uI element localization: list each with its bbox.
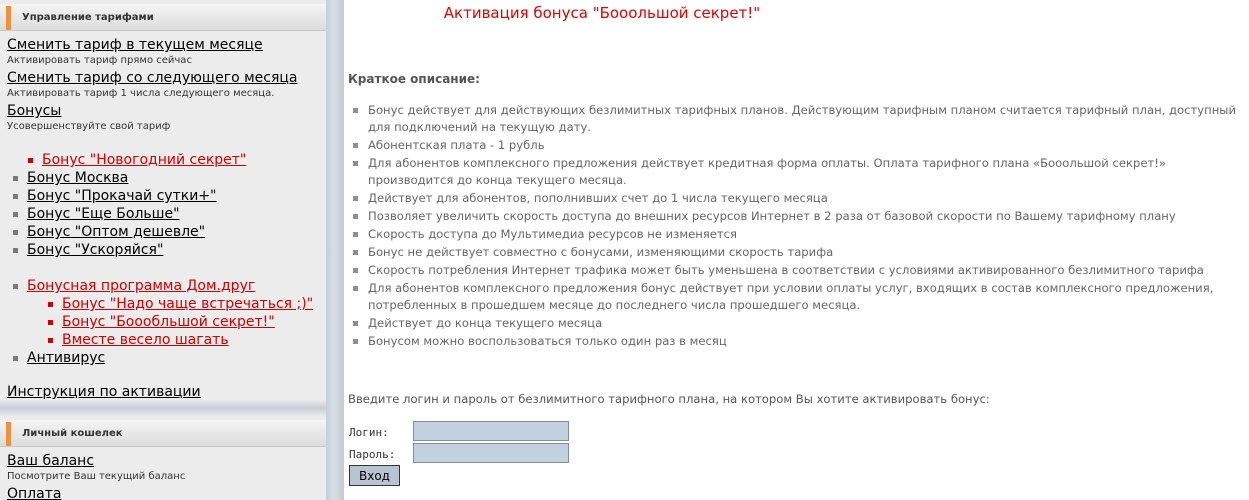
tariff-links <box>0 36 326 133</box>
activation-instructions-link[interactable]: Инструкция по активации <box>7 384 201 400</box>
bullet-icon <box>353 250 358 255</box>
main-content <box>348 0 1246 500</box>
bullet-icon <box>13 356 18 361</box>
login-input[interactable] <box>413 421 569 441</box>
bullet-icon <box>353 339 358 344</box>
list-item <box>0 349 326 367</box>
list-item <box>0 295 326 313</box>
list-item <box>0 223 326 241</box>
list-item <box>0 169 326 187</box>
description-heading: Краткое описание: <box>348 72 480 86</box>
bonus-list <box>0 151 326 367</box>
bullet-icon <box>353 268 358 273</box>
bonus-moscow-link[interactable]: Бонус Москва <box>27 170 129 186</box>
feature-text: Действует для абонентов, пополнивших счет до 1 числа текущего месяца <box>368 191 828 205</box>
feature-text: Скорость потребления Интернет трафика может быть уменьшена в соответствии с условиями активированного безлимитного тарифа <box>368 263 1204 277</box>
list-item <box>348 333 1240 350</box>
bonus-more-link[interactable]: Бонус "Еще Больше" <box>27 206 180 222</box>
feature-text: Для абонентов комплексного предложения бонус действует при условии оплаты услуг, входящих в состав комплексного предложения, потребленных в прошедшем месяце до последнего числа прошедшего месяца. <box>368 281 1214 312</box>
change-tariff-next-month-sub: Активировать тариф 1 числа следующего месяца. <box>7 88 275 99</box>
bullet-icon <box>353 286 358 291</box>
change-tariff-current-month-link[interactable]: Сменить тариф в текущем месяце <box>7 37 263 53</box>
bonus-new-year-secret-link[interactable]: Бонус "Новогодний секрет" <box>42 152 247 168</box>
list-item <box>0 187 326 205</box>
change-tariff-current-month-sub: Активировать тариф прямо сейчас <box>7 55 192 66</box>
bullet-icon <box>353 232 358 237</box>
feature-text: Бонусом можно воспользоваться только один раз в месяц <box>368 334 727 348</box>
tariff-section-header <box>0 4 326 31</box>
bullet-icon <box>353 321 358 326</box>
bullet-icon <box>48 338 53 343</box>
list-item <box>348 315 1240 332</box>
list-item <box>348 102 1240 136</box>
wallet-section-header <box>0 420 326 447</box>
bullet-icon <box>353 214 358 219</box>
form-intro-text: Введите логин и пароль от безлимитного тарифного плана, на котором Вы хотите активировать бонус: <box>348 392 990 406</box>
list-item <box>348 280 1240 314</box>
bonus-pump-day-link[interactable]: Бонус "Прокачай сутки+" <box>27 188 217 204</box>
page-title: Активация бонуса "Бооольшой секрет!" <box>443 4 761 22</box>
bonuses-sub: Усовершенствуйте свой тариф <box>7 121 171 132</box>
bullet-icon <box>13 248 18 253</box>
your-balance-link[interactable]: Ваш баланс <box>7 453 95 469</box>
antivirus-link[interactable]: Антивирус <box>27 350 106 366</box>
bonus-accelerate-link[interactable]: Бонус "Ускоряйся" <box>27 242 164 258</box>
bullet-icon <box>353 108 358 113</box>
header-accent-bar <box>6 6 11 30</box>
list-item <box>348 262 1240 279</box>
your-balance-sub: Посмотрите Ваш текущий баланс <box>7 471 186 482</box>
sidebar-gutter <box>326 0 344 500</box>
bullet-icon <box>13 230 18 235</box>
feature-text: Бонус действует для действующих безлимитных тарифных планов. Действующим тарифным планом считается тарифный план, доступный для подключений на текущую дату. <box>368 103 1236 134</box>
bonus-meet-often-link[interactable]: Бонус "Надо чаще встречаться ;)" <box>62 296 314 312</box>
password-label: Пароль: <box>349 448 396 461</box>
login-submit-button[interactable]: Вход <box>349 465 400 486</box>
list-item <box>348 137 1240 154</box>
list-item <box>348 155 1240 189</box>
list-item <box>0 331 326 349</box>
together-fun-link[interactable]: Вместе весело шагать <box>62 332 229 348</box>
list-item <box>0 151 326 169</box>
sidebar <box>0 0 326 500</box>
bullet-icon <box>13 194 18 199</box>
login-label: Логин: <box>349 426 389 439</box>
list-item <box>0 241 326 259</box>
bonuses-link[interactable]: Бонусы <box>7 103 62 119</box>
bullet-icon <box>48 320 53 325</box>
list-item <box>0 205 326 223</box>
list-item <box>348 244 1240 261</box>
feature-text: Бонус не действует совместно с бонусами, изменяющими скорость тарифа <box>368 245 834 259</box>
bullet-icon <box>48 302 53 307</box>
feature-text: Абонентская плата - 1 рубль <box>368 138 545 152</box>
bullet-icon <box>353 196 358 201</box>
list-item <box>0 277 326 295</box>
list-item <box>348 208 1240 225</box>
feature-text: Скорость доступа до Мультимедиа ресурсов не изменяется <box>368 227 738 241</box>
feature-text: Позволяет увеличить скорость доступа до внешних ресурсов Интернет в 2 раза от базовой скорости по Вашему тарифному плану <box>368 209 1176 223</box>
bullet-icon <box>13 176 18 181</box>
list-item <box>348 190 1240 207</box>
features-list <box>348 102 1240 351</box>
bullet-icon <box>28 158 33 163</box>
payment-link[interactable]: Оплата <box>7 486 62 500</box>
feature-text: Для абонентов комплексного предложения действует кредитная форма оплаты. Оплата тарифного плана «Бооольшой секрет!» производится до конца текущего месяца. <box>368 156 1166 187</box>
bonus-program-dom-drug-link[interactable]: Бонусная программа Дом.друг <box>27 278 256 294</box>
wallet-section <box>0 416 326 500</box>
list-item <box>0 313 326 331</box>
bonus-big-secret-link[interactable]: Бонус "Боообльшой секрет!" <box>62 314 275 330</box>
tariff-section-title: Управление тарифами <box>22 12 154 23</box>
bullet-icon <box>353 161 358 166</box>
bullet-icon <box>13 212 18 217</box>
change-tariff-next-month-link[interactable]: Сменить тариф со следующего месяца <box>7 70 298 86</box>
list-item <box>348 226 1240 243</box>
password-input[interactable] <box>413 443 569 463</box>
wallet-section-title: Личный кошелек <box>22 428 123 439</box>
feature-text: Действует до конца текущего месяца <box>368 316 603 330</box>
section-divider <box>0 400 326 416</box>
header-accent-bar <box>6 422 11 446</box>
bullet-icon <box>353 143 358 148</box>
bonus-wholesale-link[interactable]: Бонус "Оптом дешевле" <box>27 224 206 240</box>
bullet-icon <box>13 284 18 289</box>
